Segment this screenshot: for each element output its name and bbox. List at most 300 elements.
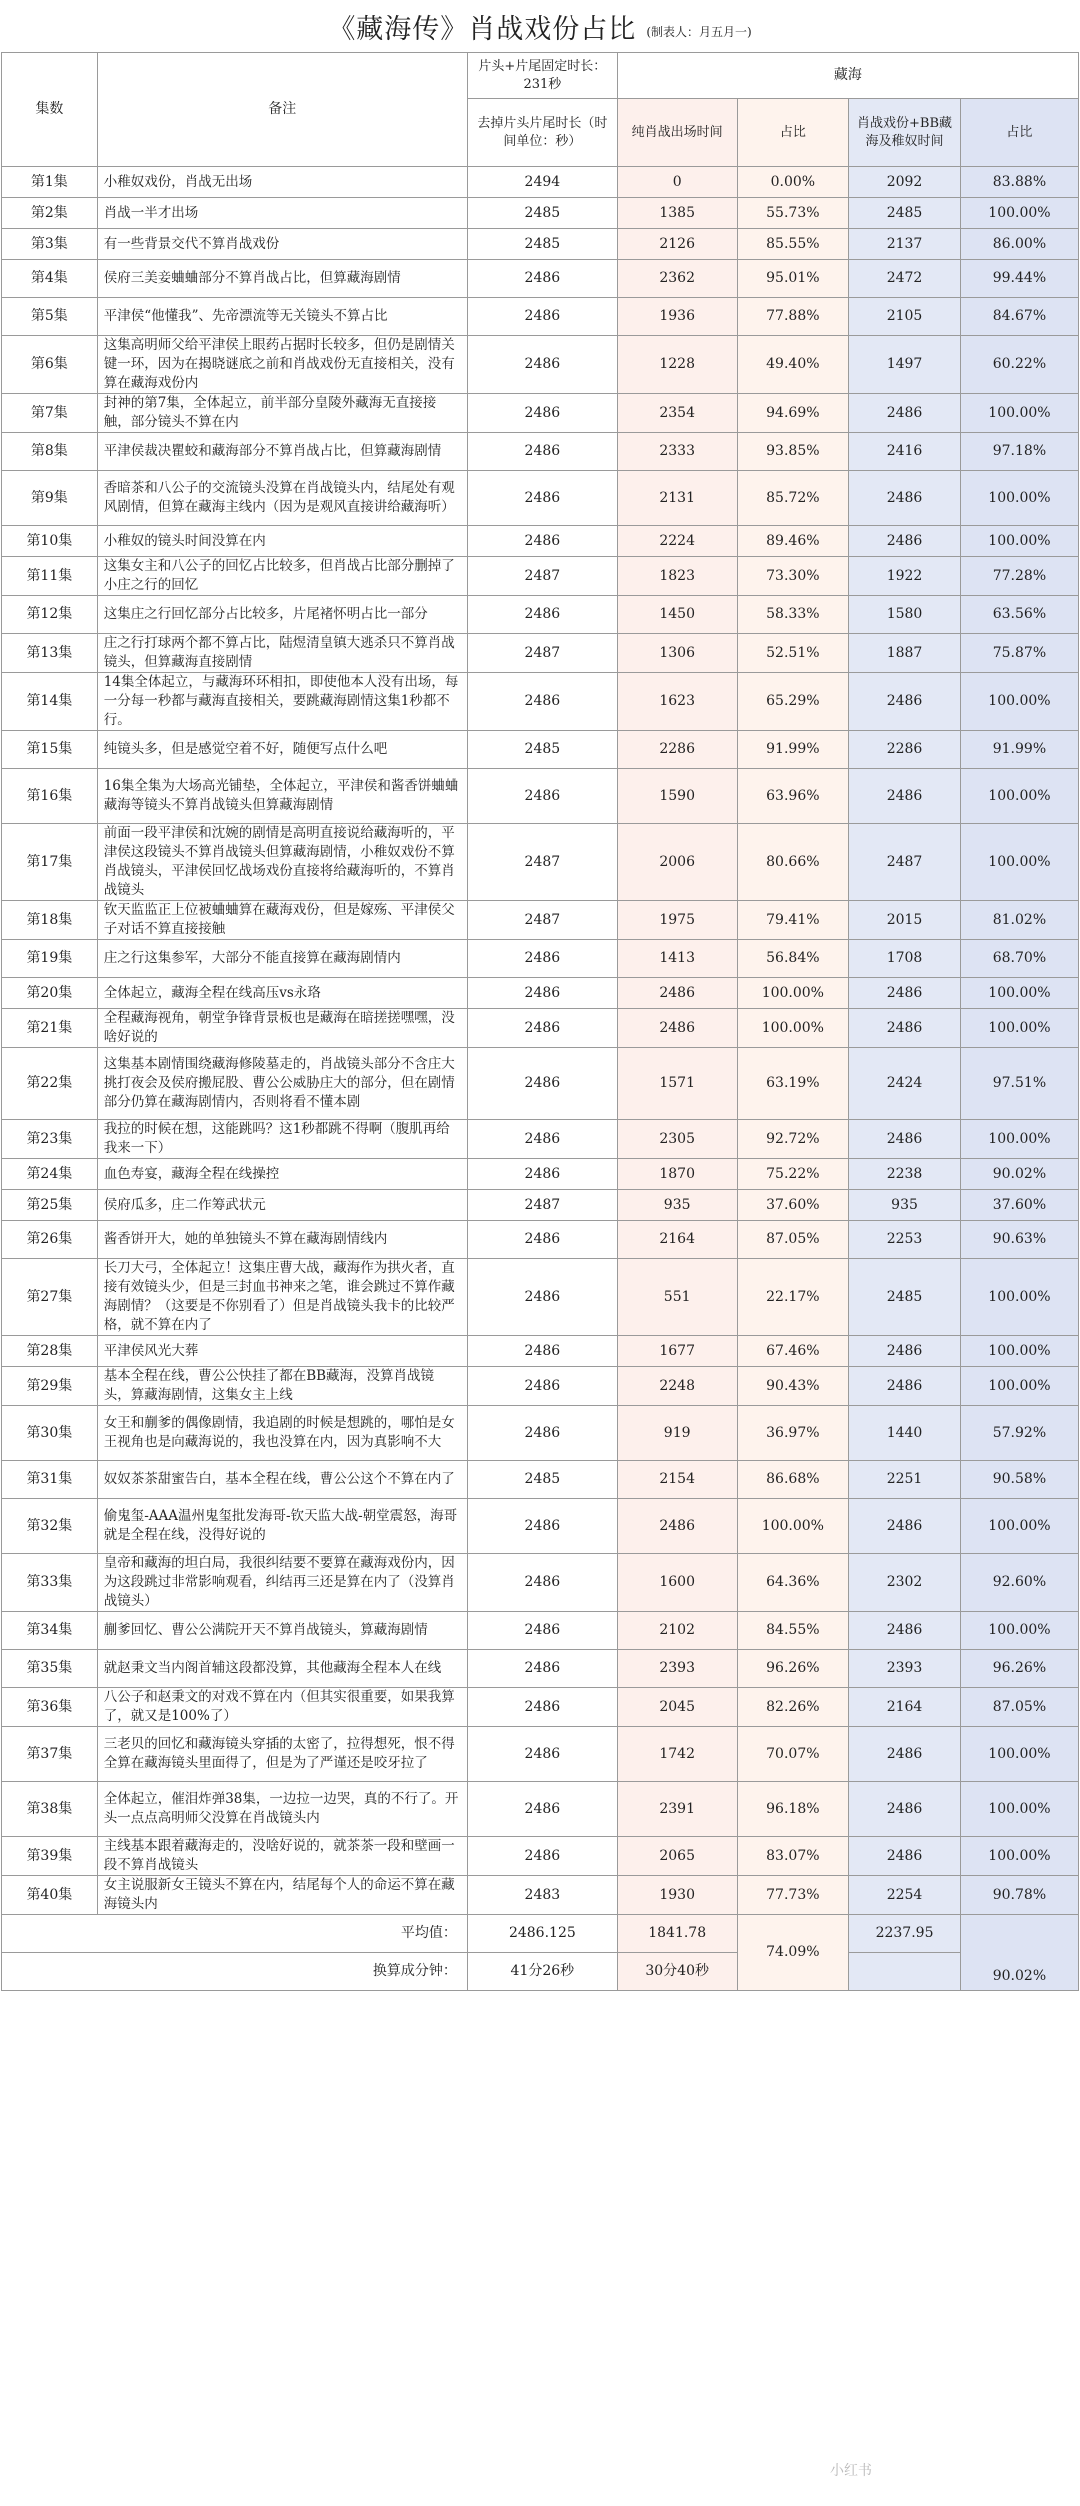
pure-time-cell: 1306 (617, 634, 737, 673)
ratio-pure-cell: 75.22% (737, 1159, 849, 1190)
pure-time-cell: 1571 (617, 1048, 737, 1120)
episode-cell: 第33集 (2, 1554, 98, 1612)
with-bb-cell: 2253 (849, 1221, 961, 1259)
episode-cell: 第24集 (2, 1159, 98, 1190)
episode-cell: 第12集 (2, 596, 98, 634)
ratio-pure-cell: 92.72% (737, 1120, 849, 1159)
ratio-pure-cell: 91.99% (737, 731, 849, 769)
duration-cell: 2486 (467, 1612, 617, 1650)
ratio-bb-cell: 100.00% (960, 1009, 1078, 1048)
table-row (2, 260, 1079, 298)
note-cell: 小稚奴戏份，肖战无出场 (97, 167, 467, 198)
episode-cell: 第38集 (2, 1782, 98, 1837)
ratio-pure-cell: 84.55% (737, 1612, 849, 1650)
table-row (2, 1367, 1079, 1406)
ratio-pure-cell: 63.96% (737, 769, 849, 824)
duration-cell: 2485 (467, 198, 617, 229)
episode-cell: 第27集 (2, 1259, 98, 1336)
table-row (2, 1190, 1079, 1221)
with-bb-cell: 2254 (849, 1876, 961, 1915)
ratio-bb-cell: 86.00% (960, 229, 1078, 260)
ratio-bb-cell: 100.00% (960, 673, 1078, 731)
table-row (2, 198, 1079, 229)
ratio-bb-cell: 100.00% (960, 1727, 1078, 1782)
header-ratio-bb: 占比 (960, 99, 1078, 167)
ratio-bb-cell: 100.00% (960, 978, 1078, 1009)
pure-time-cell: 2486 (617, 978, 737, 1009)
conversion-row (2, 1953, 1079, 1991)
average-ratio-bb: 90.02% (960, 1915, 1078, 1991)
pure-time-cell: 2362 (617, 260, 737, 298)
episode-cell: 第23集 (2, 1120, 98, 1159)
note-cell: 平津侯“他懂我”、先帝漂流等无关镜头不算占比 (97, 298, 467, 336)
pure-time-cell: 2333 (617, 433, 737, 471)
pure-time-cell: 2164 (617, 1221, 737, 1259)
watermark-text: 小红书 (830, 2463, 872, 2479)
author-note: (制表人：月五月一) (646, 24, 752, 39)
ratio-pure-cell: 58.33% (737, 596, 849, 634)
note-cell: 蒯爹回忆、曹公公满院开天不算肖战镜头，算藏海剧情 (97, 1612, 467, 1650)
duration-cell: 2486 (467, 673, 617, 731)
pure-time-cell: 0 (617, 167, 737, 198)
episode-table (1, 52, 1079, 1991)
episode-cell: 第32集 (2, 1499, 98, 1554)
ratio-pure-cell: 100.00% (737, 1499, 849, 1554)
episode-cell: 第18集 (2, 901, 98, 940)
note-cell: 酱香饼开大，她的单独镜头不算在藏海剧情线内 (97, 1221, 467, 1259)
ratio-pure-cell: 37.60% (737, 1190, 849, 1221)
pure-time-cell: 2065 (617, 1837, 737, 1876)
with-bb-cell: 1708 (849, 940, 961, 978)
header-fixed-duration: 片头+片尾固定时长：231秒 (467, 53, 617, 99)
with-bb-cell: 1887 (849, 634, 961, 673)
duration-cell: 2486 (467, 471, 617, 526)
with-bb-cell: 2393 (849, 1650, 961, 1688)
episode-cell: 第17集 (2, 824, 98, 901)
ratio-pure-cell: 90.43% (737, 1367, 849, 1406)
note-cell: 侯府瓜多，庄二作筹武状元 (97, 1190, 467, 1221)
note-cell: 封神的第7集，全体起立，前半部分皇陵外藏海无直接接触，部分镜头不算在内 (97, 394, 467, 433)
with-bb-cell: 2486 (849, 1727, 961, 1782)
episode-cell: 第1集 (2, 167, 98, 198)
ratio-bb-cell: 77.28% (960, 557, 1078, 596)
pure-time-cell: 2391 (617, 1782, 737, 1837)
table-row (2, 1406, 1079, 1461)
episode-cell: 第39集 (2, 1837, 98, 1876)
note-cell: 全体起立，藏海全程在线高压vs永珞 (97, 978, 467, 1009)
average-with-bb: 2237.95 (849, 1915, 961, 1953)
duration-cell: 2486 (467, 260, 617, 298)
table-row (2, 673, 1079, 731)
duration-cell: 2486 (467, 1554, 617, 1612)
duration-cell: 2486 (467, 1782, 617, 1837)
with-bb-cell: 1580 (849, 596, 961, 634)
pure-time-cell: 2102 (617, 1612, 737, 1650)
ratio-pure-cell: 95.01% (737, 260, 849, 298)
episode-cell: 第4集 (2, 260, 98, 298)
ratio-pure-cell: 0.00% (737, 167, 849, 198)
table-row (2, 1120, 1079, 1159)
pure-time-cell: 2224 (617, 526, 737, 557)
note-cell: 14集全体起立，与藏海环环相扣，即使他本人没有出场，每一分每一秒都与藏海直接相关，要跳藏海剧情这集1秒都不行。 (97, 673, 467, 731)
table-row (2, 336, 1079, 394)
note-cell: 长刀大弓，全体起立！这集庄曹大战，藏海作为拱火者，直接有效镜头少，但是三封血书神来之笔，谁会跳过不算作藏海剧情？（这要是不你别看了）但是肖战镜头我卡的比较严格，就不算在内了 (97, 1259, 467, 1336)
ratio-bb-cell: 90.63% (960, 1221, 1078, 1259)
episode-cell: 第40集 (2, 1876, 98, 1915)
episode-cell: 第35集 (2, 1650, 98, 1688)
table-row (2, 433, 1079, 471)
with-bb-cell: 2485 (849, 1259, 961, 1336)
table-row (2, 1650, 1079, 1688)
episode-cell: 第8集 (2, 433, 98, 471)
note-cell: 奴奴茶茶甜蜜告白，基本全程在线，曹公公这个不算在内了 (97, 1461, 467, 1499)
ratio-bb-cell: 91.99% (960, 731, 1078, 769)
note-cell: 全体起立，催泪炸弹38集，一边拉一边哭，真的不行了。开头一点点高明师父没算在肖战镜头内 (97, 1782, 467, 1837)
ratio-bb-cell: 97.18% (960, 433, 1078, 471)
page-title: 《藏海传》肖战戏份占比 (328, 13, 637, 45)
duration-cell: 2486 (467, 433, 617, 471)
with-bb-cell: 2486 (849, 1499, 961, 1554)
table-row (2, 1688, 1079, 1727)
pure-time-cell: 2248 (617, 1367, 737, 1406)
header-cang-hai: 藏海 (617, 53, 1078, 99)
note-cell: 我拉的时候在想，这能跳吗？这1秒都跳不得啊（腹肌再给我来一下） (97, 1120, 467, 1159)
table-row (2, 1554, 1079, 1612)
pure-time-cell: 1228 (617, 336, 737, 394)
pure-time-cell: 1677 (617, 1336, 737, 1367)
ratio-pure-cell: 67.46% (737, 1336, 849, 1367)
note-cell: 主线基本跟着藏海走的，没啥好说的，就茶茶一段和壁画一段不算肖战镜头 (97, 1837, 467, 1876)
with-bb-cell: 2486 (849, 769, 961, 824)
with-bb-cell: 2486 (849, 978, 961, 1009)
ratio-bb-cell: 81.02% (960, 901, 1078, 940)
note-cell: 这集庄之行回忆部分占比较多，片尾褚怀明占比一部分 (97, 596, 467, 634)
ratio-pure-cell: 64.36% (737, 1554, 849, 1612)
table-row (2, 978, 1079, 1009)
table-row (2, 901, 1079, 940)
duration-cell: 2486 (467, 1727, 617, 1782)
table-row (2, 1727, 1079, 1782)
header-note: 备注 (97, 53, 467, 167)
ratio-pure-cell: 77.73% (737, 1876, 849, 1915)
note-cell: 这集基本剧情围绕藏海修陵墓走的，肖战镜头部分不含庄大挑打夜会及侯府搬屁股、曹公公威胁庄大的部分，但在剧情部分仍算在藏海剧情内，否则将看不懂本剧 (97, 1048, 467, 1120)
episode-cell: 第20集 (2, 978, 98, 1009)
episode-cell: 第36集 (2, 1688, 98, 1727)
note-cell: 16集全集为大场高光铺垫，全体起立，平津侯和酱香饼蛐蛐藏海等镜头不算肖战镜头但算藏海剧情 (97, 769, 467, 824)
ratio-bb-cell: 63.56% (960, 596, 1078, 634)
table-body (2, 167, 1079, 1915)
ratio-pure-cell: 52.51% (737, 634, 849, 673)
episode-cell: 第25集 (2, 1190, 98, 1221)
ratio-pure-cell: 77.88% (737, 298, 849, 336)
duration-cell: 2486 (467, 1650, 617, 1688)
table-row (2, 824, 1079, 901)
note-cell: 血色寿宴，藏海全程在线操控 (97, 1159, 467, 1190)
ratio-pure-cell: 65.29% (737, 673, 849, 731)
ratio-pure-cell: 55.73% (737, 198, 849, 229)
note-cell: 肖战一半才出场 (97, 198, 467, 229)
with-bb-cell: 2416 (849, 433, 961, 471)
table-row (2, 557, 1079, 596)
duration-cell: 2486 (467, 1688, 617, 1727)
note-cell: 全程藏海视角，朝堂争锋背景板也是藏海在暗搓搓嘿嘿，没啥好说的 (97, 1009, 467, 1048)
with-bb-cell: 2472 (849, 260, 961, 298)
pure-time-cell: 1936 (617, 298, 737, 336)
table-row (2, 1837, 1079, 1876)
episode-cell: 第14集 (2, 673, 98, 731)
duration-cell: 2483 (467, 1876, 617, 1915)
ratio-bb-cell: 100.00% (960, 1612, 1078, 1650)
episode-cell: 第7集 (2, 394, 98, 433)
conversion-label: 换算成分钟： (2, 1953, 468, 1991)
with-bb-cell: 2486 (849, 1367, 961, 1406)
ratio-pure-cell: 87.05% (737, 1221, 849, 1259)
ratio-pure-cell: 96.26% (737, 1650, 849, 1688)
ratio-bb-cell: 100.00% (960, 1259, 1078, 1336)
with-bb-cell: 2486 (849, 1009, 961, 1048)
header-episode: 集数 (2, 53, 98, 167)
ratio-bb-cell: 100.00% (960, 394, 1078, 433)
with-bb-cell: 2164 (849, 1688, 961, 1727)
with-bb-cell: 2092 (849, 167, 961, 198)
pure-time-cell: 2393 (617, 1650, 737, 1688)
ratio-pure-cell: 73.30% (737, 557, 849, 596)
note-cell: 基本全程在线，曹公公快挂了都在BB藏海，没算肖战镜头，算藏海剧情，这集女主上线 (97, 1367, 467, 1406)
note-cell: 平津侯风光大葬 (97, 1336, 467, 1367)
note-cell: 庄之行这集参军，大部分不能直接算在藏海剧情内 (97, 940, 467, 978)
pure-time-cell: 2131 (617, 471, 737, 526)
with-bb-cell: 2486 (849, 471, 961, 526)
ratio-bb-cell: 100.00% (960, 1367, 1078, 1406)
header-pure-time: 纯肖战出场时间 (617, 99, 737, 167)
note-cell: 平津侯裁决瞿蛟和藏海部分不算肖战占比，但算藏海剧情 (97, 433, 467, 471)
ratio-bb-cell: 100.00% (960, 198, 1078, 229)
duration-cell: 2486 (467, 1009, 617, 1048)
table-row (2, 1612, 1079, 1650)
ratio-pure-cell: 49.40% (737, 336, 849, 394)
duration-cell: 2486 (467, 940, 617, 978)
pure-time-cell: 2486 (617, 1499, 737, 1554)
episode-cell: 第28集 (2, 1336, 98, 1367)
ratio-bb-cell: 100.00% (960, 1336, 1078, 1367)
ratio-bb-cell: 97.51% (960, 1048, 1078, 1120)
duration-cell: 2486 (467, 1259, 617, 1336)
header-with-bb: 肖战戏份+BB藏海及稚奴时间 (849, 99, 961, 167)
ratio-bb-cell: 100.00% (960, 1837, 1078, 1876)
duration-cell: 2486 (467, 769, 617, 824)
note-cell: 皇帝和藏海的坦白局，我很纠结要不要算在藏海戏份内，因为这段跳过非常影响观看，纠结再三还是算在内了（没算肖战镜头） (97, 1554, 467, 1612)
pure-time-cell: 2354 (617, 394, 737, 433)
average-pure: 1841.78 (617, 1915, 737, 1953)
note-cell: 小稚奴的镜头时间没算在内 (97, 526, 467, 557)
note-cell: 香暗茶和八公子的交流镜头没算在肖战镜头内，结尾处有观风剧情，但算在藏海主线内（因为是观风直接讲给藏海听） (97, 471, 467, 526)
table-row (2, 1876, 1079, 1915)
note-cell: 纯镜头多，但是感觉空着不好，随便写点什么吧 (97, 731, 467, 769)
duration-cell: 2487 (467, 901, 617, 940)
ratio-pure-cell: 22.17% (737, 1259, 849, 1336)
note-cell: 钦天监监正上位被蛐蛐算在藏海戏份，但是嫁殇、平津侯父子对话不算直接接触 (97, 901, 467, 940)
ratio-pure-cell: 83.07% (737, 1837, 849, 1876)
average-duration: 2486.125 (467, 1915, 617, 1953)
ratio-pure-cell: 100.00% (737, 1009, 849, 1048)
with-bb-cell: 2486 (849, 1837, 961, 1876)
ratio-pure-cell: 100.00% (737, 978, 849, 1009)
duration-cell: 2486 (467, 1367, 617, 1406)
header-row-1 (2, 53, 1079, 99)
ratio-bb-cell: 100.00% (960, 1120, 1078, 1159)
pure-time-cell: 1870 (617, 1159, 737, 1190)
table-row (2, 526, 1079, 557)
episode-cell: 第11集 (2, 557, 98, 596)
episode-cell: 第15集 (2, 731, 98, 769)
conversion-with-bb-empty (849, 1953, 961, 1991)
with-bb-cell: 2487 (849, 824, 961, 901)
with-bb-cell: 2015 (849, 901, 961, 940)
duration-cell: 2485 (467, 229, 617, 260)
table-row (2, 167, 1079, 198)
conversion-pure: 30分40秒 (617, 1953, 737, 1991)
ratio-bb-cell: 100.00% (960, 824, 1078, 901)
ratio-pure-cell: 36.97% (737, 1406, 849, 1461)
duration-cell: 2487 (467, 824, 617, 901)
ratio-bb-cell: 84.67% (960, 298, 1078, 336)
average-ratio-pure: 74.09% (737, 1915, 849, 1991)
table-row (2, 394, 1079, 433)
ratio-bb-cell: 100.00% (960, 1499, 1078, 1554)
duration-cell: 2486 (467, 1499, 617, 1554)
with-bb-cell: 2251 (849, 1461, 961, 1499)
with-bb-cell: 2486 (849, 1120, 961, 1159)
episode-cell: 第21集 (2, 1009, 98, 1048)
ratio-pure-cell: 93.85% (737, 433, 849, 471)
header-ratio-pure: 占比 (737, 99, 849, 167)
duration-cell: 2494 (467, 167, 617, 198)
pure-time-cell: 2045 (617, 1688, 737, 1727)
duration-cell: 2486 (467, 1837, 617, 1876)
ratio-pure-cell: 86.68% (737, 1461, 849, 1499)
pure-time-cell: 1623 (617, 673, 737, 731)
table-row (2, 769, 1079, 824)
with-bb-cell: 2485 (849, 198, 961, 229)
ratio-bb-cell: 90.02% (960, 1159, 1078, 1190)
with-bb-cell: 935 (849, 1190, 961, 1221)
pure-time-cell: 1742 (617, 1727, 737, 1782)
ratio-pure-cell: 96.18% (737, 1782, 849, 1837)
with-bb-cell: 2302 (849, 1554, 961, 1612)
ratio-pure-cell: 89.46% (737, 526, 849, 557)
ratio-pure-cell: 82.26% (737, 1688, 849, 1727)
episode-cell: 第19集 (2, 940, 98, 978)
episode-cell: 第34集 (2, 1612, 98, 1650)
episode-cell: 第37集 (2, 1727, 98, 1782)
episode-cell: 第6集 (2, 336, 98, 394)
duration-cell: 2485 (467, 1461, 617, 1499)
table-row (2, 1009, 1079, 1048)
ratio-bb-cell: 68.70% (960, 940, 1078, 978)
ratio-pure-cell: 63.19% (737, 1048, 849, 1120)
pure-time-cell: 1413 (617, 940, 737, 978)
duration-cell: 2486 (467, 298, 617, 336)
ratio-bb-cell: 96.26% (960, 1650, 1078, 1688)
note-cell: 前面一段平津侯和沈婉的剧情是高明直接说给藏海听的，平津侯这段镜头不算肖战镜头但算藏海剧情，小稚奴戏份不算肖战镜头，平津侯回忆战场戏份直接将给藏海听的，不算肖战镜头 (97, 824, 467, 901)
pure-time-cell: 1975 (617, 901, 737, 940)
duration-cell: 2486 (467, 1120, 617, 1159)
note-cell: 三老贝的回忆和藏海镜头穿插的太密了，拉得想死，恨不得全算在藏海镜头里面得了，但是为了严谨还是咬牙拉了 (97, 1727, 467, 1782)
note-cell: 就赵秉文当内阁首辅这段都没算，其他藏海全程本人在线 (97, 1650, 467, 1688)
note-cell: 这集女主和八公子的回忆占比较多，但肖战占比部分删掉了小庄之行的回忆 (97, 557, 467, 596)
ratio-pure-cell: 70.07% (737, 1727, 849, 1782)
header-net-duration: 去掉片头片尾时长（时间单位：秒） (467, 99, 617, 167)
pure-time-cell: 2286 (617, 731, 737, 769)
episode-cell: 第22集 (2, 1048, 98, 1120)
table-title-bar (0, 0, 1080, 52)
table-row (2, 1221, 1079, 1259)
ratio-bb-cell: 100.00% (960, 471, 1078, 526)
episode-cell: 第2集 (2, 198, 98, 229)
table-row (2, 940, 1079, 978)
pure-time-cell: 551 (617, 1259, 737, 1336)
pure-time-cell: 1600 (617, 1554, 737, 1612)
with-bb-cell: 2486 (849, 394, 961, 433)
table-row (2, 471, 1079, 526)
ratio-pure-cell: 80.66% (737, 824, 849, 901)
ratio-pure-cell: 94.69% (737, 394, 849, 433)
pure-time-cell: 1385 (617, 198, 737, 229)
ratio-pure-cell: 85.72% (737, 471, 849, 526)
duration-cell: 2487 (467, 557, 617, 596)
ratio-bb-cell: 99.44% (960, 260, 1078, 298)
note-cell: 有一些背景交代不算肖战戏份 (97, 229, 467, 260)
note-cell: 八公子和赵秉文的对戏不算在内（但其实很重要，如果我算了，就又是100%了） (97, 1688, 467, 1727)
duration-cell: 2486 (467, 1048, 617, 1120)
episode-cell: 第16集 (2, 769, 98, 824)
with-bb-cell: 2105 (849, 298, 961, 336)
episode-cell: 第5集 (2, 298, 98, 336)
ratio-bb-cell: 100.00% (960, 526, 1078, 557)
with-bb-cell: 1922 (849, 557, 961, 596)
ratio-bb-cell: 100.00% (960, 769, 1078, 824)
episode-cell: 第31集 (2, 1461, 98, 1499)
episode-cell: 第3集 (2, 229, 98, 260)
with-bb-cell: 2486 (849, 1782, 961, 1837)
note-cell: 这集高明师父给平津侯上眼药占据时长较多，但仍是剧情关键一环，因为在揭晓谜底之前和肖战戏份无直接相关，没有算在藏海戏份内 (97, 336, 467, 394)
with-bb-cell: 2137 (849, 229, 961, 260)
table-row (2, 1782, 1079, 1837)
duration-cell: 2486 (467, 394, 617, 433)
ratio-bb-cell: 57.92% (960, 1406, 1078, 1461)
duration-cell: 2487 (467, 634, 617, 673)
duration-cell: 2487 (467, 1190, 617, 1221)
with-bb-cell: 1440 (849, 1406, 961, 1461)
ratio-bb-cell: 92.60% (960, 1554, 1078, 1612)
note-cell: 女主说服新女王镜头不算在内，结尾每个人的命运不算在藏海镜头内 (97, 1876, 467, 1915)
with-bb-cell: 2286 (849, 731, 961, 769)
with-bb-cell: 2486 (849, 673, 961, 731)
episode-cell: 第26集 (2, 1221, 98, 1259)
table-row (2, 1499, 1079, 1554)
duration-cell: 2486 (467, 978, 617, 1009)
ratio-pure-cell: 56.84% (737, 940, 849, 978)
with-bb-cell: 2486 (849, 1336, 961, 1367)
table-row (2, 298, 1079, 336)
table-row (2, 596, 1079, 634)
duration-cell: 2486 (467, 596, 617, 634)
table-row (2, 229, 1079, 260)
pure-time-cell: 2154 (617, 1461, 737, 1499)
ratio-bb-cell: 100.00% (960, 1782, 1078, 1837)
with-bb-cell: 2238 (849, 1159, 961, 1190)
pure-time-cell: 1823 (617, 557, 737, 596)
